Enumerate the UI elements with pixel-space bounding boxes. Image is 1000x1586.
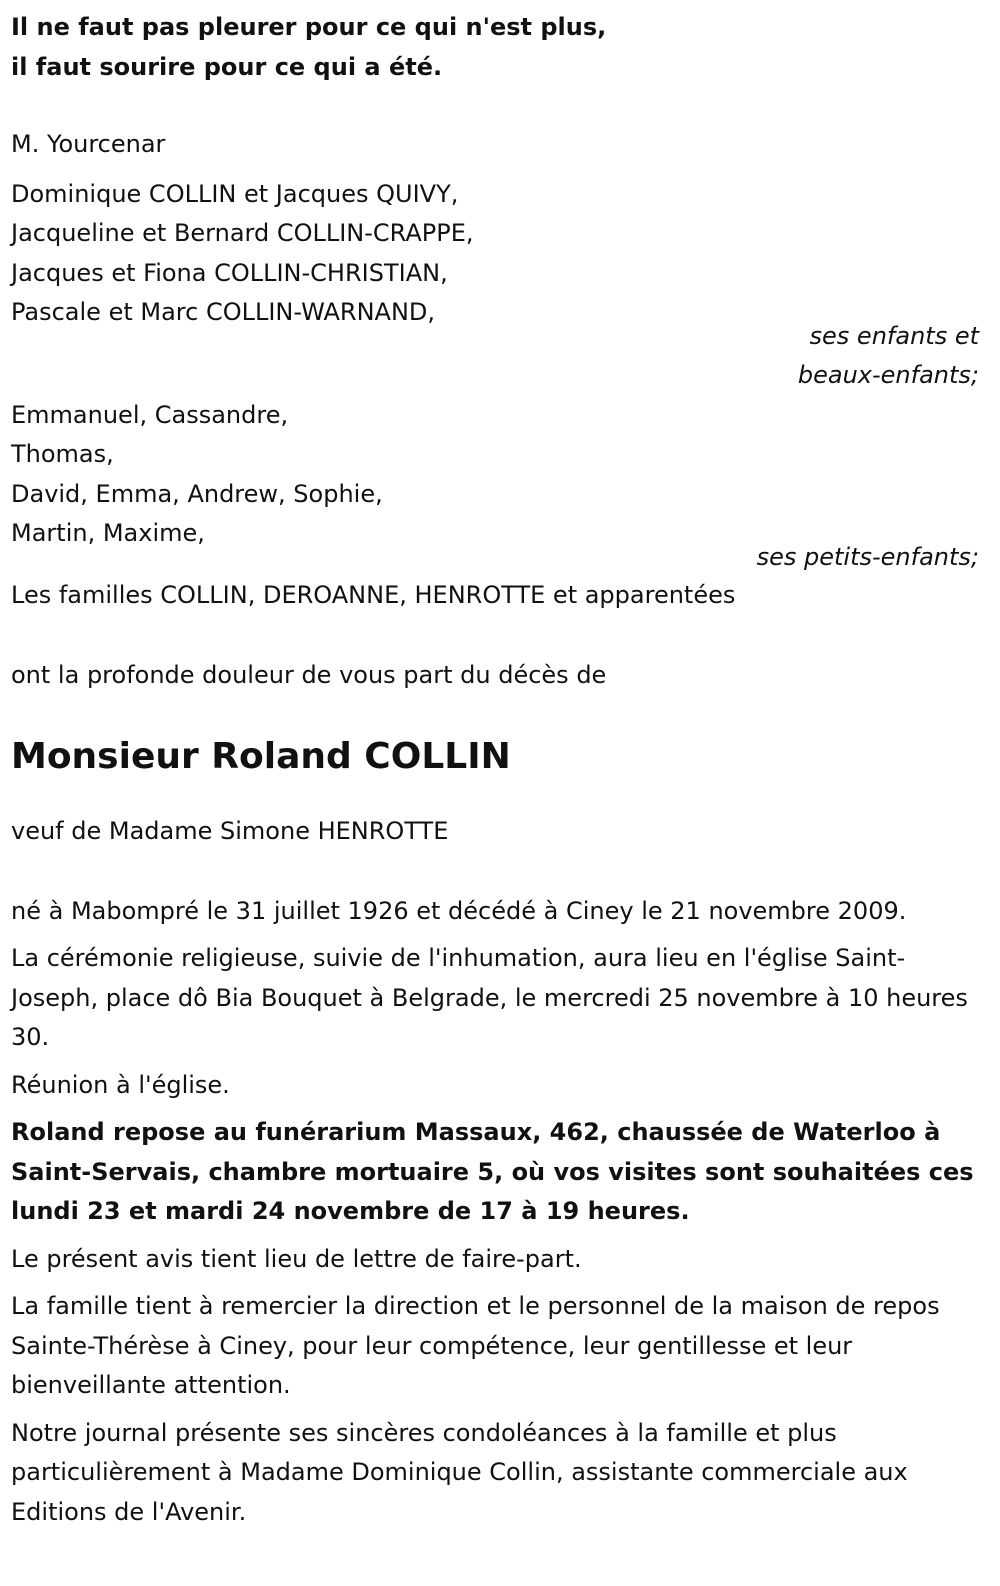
child-line: Jacqueline et Bernard COLLIN-CRAPPE,	[11, 219, 474, 247]
announcement-line: ont la profonde douleur de vous part du décès de	[11, 660, 607, 689]
child-line: Dominique COLLIN et Jacques QUIVY,	[11, 179, 459, 208]
meeting-paragraph: Réunion à l'église.	[11, 1070, 230, 1099]
obituary-notice	[11, 0, 979, 1532]
grandchild-line: Martin, Maxime,	[11, 519, 205, 547]
grandchild-line: Thomas,	[11, 440, 114, 468]
birth-death-line: né à Mabompré le 31 juillet 1926 et décédé à Ciney le 21 novembre 2009.	[11, 896, 907, 925]
child-line: Pascale et Marc COLLIN-WARNAND,	[11, 298, 436, 326]
thanks-paragraph: La famille tient à remercier la direction et le personnel de la maison de repos Sainte-Thérèse à Ciney, pour leur compétence, leur gentillesse et leur bienveillante attention.	[11, 1292, 940, 1399]
ceremony-paragraph: La cérémonie religieuse, suivie de l'inhumation, aura lieu en l'église Saint-Joseph, place dô Bia Bouquet à Belgrade, le mercredi 25 novembre à 10 heures 30.	[11, 944, 968, 1051]
grandchild-line: David, Emma, Andrew, Sophie,	[11, 479, 383, 508]
children-role-line-1: ses enfants et	[809, 321, 979, 350]
deceased-name: Monsieur Roland COLLIN	[11, 736, 511, 777]
children-role-line-2: beaux-enfants;	[797, 361, 979, 389]
children-list	[11, 175, 979, 333]
child-line: Jacques et Fiona COLLIN-CHRISTIAN,	[11, 258, 448, 287]
condolences-paragraph: Notre journal présente ses sincères condoléances à la famille et plus particulièrement à Madame Dominique Collin, assistante commerciale aux Editions de l'Avenir.	[11, 1418, 908, 1526]
grandchildren-list	[11, 396, 979, 554]
notice-paragraph: Le présent avis tient lieu de lettre de faire-part.	[11, 1244, 582, 1273]
families-line: Les familles COLLIN, DEROANNE, HENROTTE et apparentées	[11, 581, 736, 609]
quote-line-2: il faut sourire pour ce qui a été.	[11, 53, 443, 81]
grandchildren-role: ses petits-enfants;	[756, 542, 979, 571]
quote-line-1: Il ne faut pas pleurer pour ce qui n'est plus,	[11, 13, 607, 41]
grandchild-line: Emmanuel, Cassandre,	[11, 400, 289, 429]
widower-line: veuf de Madame Simone HENROTTE	[11, 817, 449, 845]
funeral-home-paragraph: Roland repose au funérarium Massaux, 462, chaussée de Waterloo à Saint-Servais, chambre mortuaire 5, où vos visites sont souhaitées ces lundi 23 et mardi 24 novembre de 17 à 19 heures.	[11, 1118, 974, 1225]
quote-author: M. Yourcenar	[11, 130, 166, 158]
